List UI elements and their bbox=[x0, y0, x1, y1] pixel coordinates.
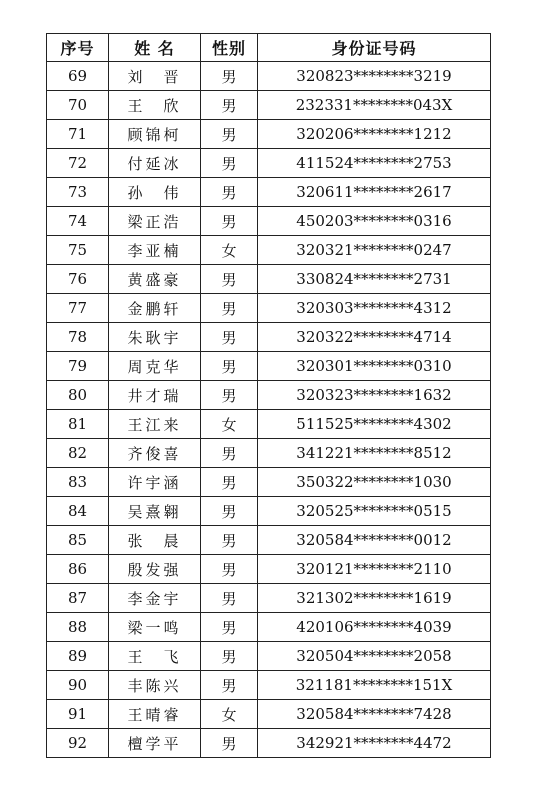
name-cell: 吴熹翱 bbox=[109, 497, 201, 526]
header-sex: 性别 bbox=[201, 34, 258, 62]
sex-cell: 男 bbox=[201, 323, 258, 352]
table-row bbox=[47, 729, 491, 758]
name-cell: 李亚楠 bbox=[109, 236, 201, 265]
sex-cell: 男 bbox=[201, 671, 258, 700]
seq-cell: 72 bbox=[47, 149, 109, 178]
name-cell: 顾锦柯 bbox=[109, 120, 201, 149]
id-number-cell: 320322********4714 bbox=[258, 323, 491, 352]
table-row bbox=[47, 120, 491, 149]
id-number-cell: 321181********151X bbox=[258, 671, 491, 700]
sex-cell: 男 bbox=[201, 62, 258, 91]
sex-cell: 男 bbox=[201, 555, 258, 584]
name-cell: 王 飞 bbox=[109, 642, 201, 671]
name-cell: 付延冰 bbox=[109, 149, 201, 178]
sex-cell: 男 bbox=[201, 149, 258, 178]
sex-cell: 男 bbox=[201, 729, 258, 758]
table-row bbox=[47, 497, 491, 526]
table-row bbox=[47, 671, 491, 700]
table-row bbox=[47, 381, 491, 410]
sex-cell: 男 bbox=[201, 613, 258, 642]
header-name: 姓 名 bbox=[109, 34, 201, 62]
sex-cell: 女 bbox=[201, 700, 258, 729]
sex-cell: 男 bbox=[201, 352, 258, 381]
table-row bbox=[47, 613, 491, 642]
table-row bbox=[47, 62, 491, 91]
sex-cell: 男 bbox=[201, 526, 258, 555]
name-cell: 张 晨 bbox=[109, 526, 201, 555]
id-number-cell: 320525********0515 bbox=[258, 497, 491, 526]
name-cell: 井才瑞 bbox=[109, 381, 201, 410]
table-row bbox=[47, 149, 491, 178]
name-cell: 梁一鸣 bbox=[109, 613, 201, 642]
id-number-cell: 320121********2110 bbox=[258, 555, 491, 584]
name-cell: 李金宇 bbox=[109, 584, 201, 613]
table-row bbox=[47, 323, 491, 352]
name-cell: 梁正浩 bbox=[109, 207, 201, 236]
name-cell: 黄盛豪 bbox=[109, 265, 201, 294]
name-cell: 周克华 bbox=[109, 352, 201, 381]
id-number-cell: 411524********2753 bbox=[258, 149, 491, 178]
seq-cell: 74 bbox=[47, 207, 109, 236]
seq-cell: 77 bbox=[47, 294, 109, 323]
header-row bbox=[47, 34, 491, 62]
sex-cell: 男 bbox=[201, 381, 258, 410]
seq-cell: 85 bbox=[47, 526, 109, 555]
table-row bbox=[47, 91, 491, 120]
seq-cell: 78 bbox=[47, 323, 109, 352]
name-cell: 刘 晋 bbox=[109, 62, 201, 91]
seq-cell: 83 bbox=[47, 468, 109, 497]
table-row bbox=[47, 265, 491, 294]
table-row bbox=[47, 555, 491, 584]
table-row bbox=[47, 642, 491, 671]
name-cell: 王晴睿 bbox=[109, 700, 201, 729]
id-number-cell: 320504********2058 bbox=[258, 642, 491, 671]
name-cell: 殷发强 bbox=[109, 555, 201, 584]
sex-cell: 男 bbox=[201, 120, 258, 149]
seq-cell: 84 bbox=[47, 497, 109, 526]
table-row bbox=[47, 178, 491, 207]
name-cell: 丰陈兴 bbox=[109, 671, 201, 700]
sex-cell: 男 bbox=[201, 265, 258, 294]
id-number-cell: 320206********1212 bbox=[258, 120, 491, 149]
id-number-cell: 511525********4302 bbox=[258, 410, 491, 439]
seq-cell: 91 bbox=[47, 700, 109, 729]
seq-cell: 79 bbox=[47, 352, 109, 381]
id-number-cell: 320611********2617 bbox=[258, 178, 491, 207]
seq-cell: 87 bbox=[47, 584, 109, 613]
id-number-cell: 232331********043X bbox=[258, 91, 491, 120]
table-row bbox=[47, 294, 491, 323]
seq-cell: 88 bbox=[47, 613, 109, 642]
seq-cell: 92 bbox=[47, 729, 109, 758]
sex-cell: 女 bbox=[201, 236, 258, 265]
table-row bbox=[47, 439, 491, 468]
id-number-cell: 341221********8512 bbox=[258, 439, 491, 468]
id-number-cell: 420106********4039 bbox=[258, 613, 491, 642]
name-cell: 朱耿宇 bbox=[109, 323, 201, 352]
seq-cell: 71 bbox=[47, 120, 109, 149]
id-number-cell: 320301********0310 bbox=[258, 352, 491, 381]
seq-cell: 75 bbox=[47, 236, 109, 265]
table-row bbox=[47, 236, 491, 265]
id-number-cell: 342921********4472 bbox=[258, 729, 491, 758]
id-number-cell: 320323********1632 bbox=[258, 381, 491, 410]
id-number-cell: 320303********4312 bbox=[258, 294, 491, 323]
seq-cell: 70 bbox=[47, 91, 109, 120]
table-row bbox=[47, 468, 491, 497]
sex-cell: 女 bbox=[201, 410, 258, 439]
sex-cell: 男 bbox=[201, 178, 258, 207]
seq-cell: 90 bbox=[47, 671, 109, 700]
id-number-cell: 320584********0012 bbox=[258, 526, 491, 555]
name-cell: 齐俊喜 bbox=[109, 439, 201, 468]
seq-cell: 86 bbox=[47, 555, 109, 584]
sex-cell: 男 bbox=[201, 468, 258, 497]
sex-cell: 男 bbox=[201, 439, 258, 468]
sex-cell: 男 bbox=[201, 294, 258, 323]
table-row bbox=[47, 700, 491, 729]
name-cell: 王江来 bbox=[109, 410, 201, 439]
name-cell: 檀学平 bbox=[109, 729, 201, 758]
name-cell: 孙 伟 bbox=[109, 178, 201, 207]
id-number-cell: 320823********3219 bbox=[258, 62, 491, 91]
table-header bbox=[47, 34, 491, 62]
table-row bbox=[47, 352, 491, 381]
table-row bbox=[47, 584, 491, 613]
id-number-cell: 330824********2731 bbox=[258, 265, 491, 294]
id-number-cell: 450203********0316 bbox=[258, 207, 491, 236]
seq-cell: 76 bbox=[47, 265, 109, 294]
id-number-cell: 350322********1030 bbox=[258, 468, 491, 497]
table-row bbox=[47, 410, 491, 439]
id-number-cell: 320584********7428 bbox=[258, 700, 491, 729]
seq-cell: 80 bbox=[47, 381, 109, 410]
seq-cell: 82 bbox=[47, 439, 109, 468]
name-cell: 王 欣 bbox=[109, 91, 201, 120]
sex-cell: 男 bbox=[201, 497, 258, 526]
seq-cell: 89 bbox=[47, 642, 109, 671]
sex-cell: 男 bbox=[201, 91, 258, 120]
table-row bbox=[47, 526, 491, 555]
name-cell: 许宇涵 bbox=[109, 468, 201, 497]
id-number-cell: 320321********0247 bbox=[258, 236, 491, 265]
header-seq: 序号 bbox=[47, 34, 109, 62]
sex-cell: 男 bbox=[201, 584, 258, 613]
roster-table bbox=[46, 33, 491, 758]
sex-cell: 男 bbox=[201, 207, 258, 236]
sex-cell: 男 bbox=[201, 642, 258, 671]
seq-cell: 69 bbox=[47, 62, 109, 91]
table-row bbox=[47, 207, 491, 236]
table-body bbox=[47, 62, 491, 758]
name-cell: 金鹏轩 bbox=[109, 294, 201, 323]
seq-cell: 81 bbox=[47, 410, 109, 439]
seq-cell: 73 bbox=[47, 178, 109, 207]
id-number-cell: 321302********1619 bbox=[258, 584, 491, 613]
header-id: 身份证号码 bbox=[258, 34, 491, 62]
